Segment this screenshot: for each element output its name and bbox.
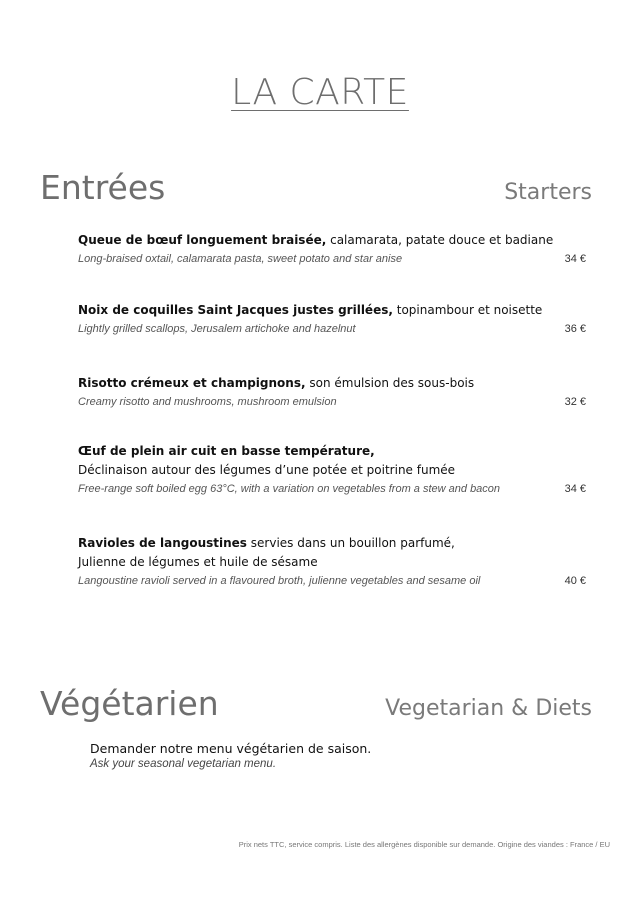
item-name [78,534,586,572]
item-name [78,442,586,480]
item-name-line2: Julienne de légumes et huile de sésame [78,555,318,569]
starters-heading [40,168,592,207]
item-name-rest: son émulsion des sous-bois [305,376,475,390]
item-name-line2: Déclinaison autour des légumes d’une potée et poitrine fumée [78,463,456,477]
vegetarian-note [90,741,371,770]
starters-heading-fr: Entrées [40,168,166,207]
starters-heading-en: Starters [504,180,592,205]
item-price: 34 € [564,483,586,495]
item-name [78,301,586,320]
item-name-bold: Noix de coquilles Saint Jacques justes grillées, [78,303,393,317]
footnote: Prix nets TTC, service compris. Liste des allergènes disponible sur demande. Origine des viandes : France / EU [238,840,610,849]
menu-item [78,442,586,495]
item-description-en: Creamy risotto and mushrooms, mushroom emulsion [78,396,337,408]
item-description-en: Free-range soft boiled egg 63°C, with a variation on vegetables from a stew and bacon [78,483,501,495]
item-name-bold: Œuf de plein air cuit en basse température, [78,444,375,458]
item-name-bold: Queue de bœuf longuement braisée, [78,233,327,247]
menu-item [78,231,586,265]
item-name-bold: Ravioles de langoustines [78,536,247,550]
item-name-rest: servies dans un bouillon parfumé, [246,536,455,550]
item-price: 40 € [564,575,586,587]
item-price: 34 € [564,253,586,265]
item-name [78,231,586,250]
vegetarian-heading-fr: Végétarien [40,684,219,723]
vegetarian-heading-en: Vegetarian & Diets [385,696,592,721]
item-price: 32 € [564,396,586,408]
item-price: 36 € [564,323,586,335]
menu-item [78,301,586,335]
vegetarian-note-en: Ask your seasonal vegetarian menu. [90,758,277,770]
page-title [0,72,640,113]
item-name-rest: calamarata, patate douce et badiane [326,233,554,247]
menu-item [78,374,586,408]
menu-item [78,534,586,587]
page-title-text: LA CARTE [231,72,409,113]
item-description-en: Lightly grilled scallops, Jerusalem artichoke and hazelnut [78,323,356,335]
vegetarian-heading [40,684,592,723]
item-name-rest: topinambour et noisette [392,303,543,317]
item-name-bold: Risotto crémeux et champignons, [78,376,306,390]
item-description-en: Langoustine ravioli served in a flavoured broth, julienne vegetables and sesame oil [78,575,481,587]
item-name [78,374,586,393]
item-description-en: Long-braised oxtail, calamarata pasta, sweet potato and star anise [78,253,403,265]
vegetarian-note-fr: Demander notre menu végétarien de saison. [90,741,372,756]
